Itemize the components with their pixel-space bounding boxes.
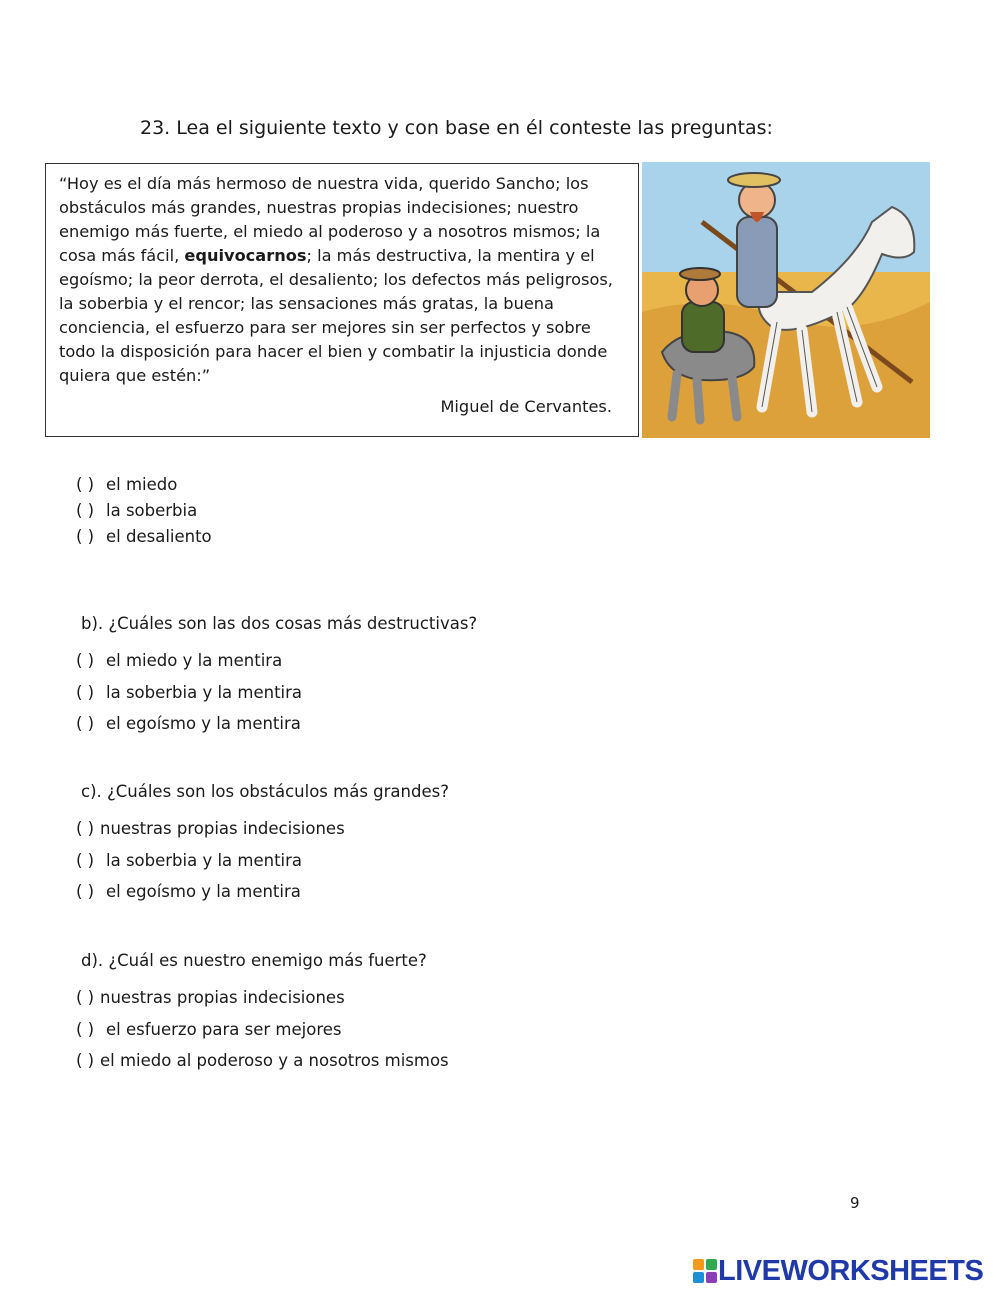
option-b2[interactable]	[76, 683, 302, 702]
liveworksheets-logo	[692, 1254, 984, 1287]
option-d2[interactable]	[76, 1020, 342, 1039]
answer-parenthesis[interactable]: ( )	[76, 988, 95, 1007]
quote-text	[59, 172, 629, 388]
option-label: la soberbia y la mentira	[106, 851, 303, 870]
answer-parenthesis[interactable]: ( )	[76, 819, 95, 838]
option-d3[interactable]	[76, 1051, 449, 1070]
option-label: el miedo	[106, 475, 178, 494]
quote-text-part-1: “Hoy es el día más hermoso de nuestra vida, querido Sancho; los obstáculos más grandes, nuestras propias indecisiones; nuestro enemigo más fuerte, el miedo al poderoso y a nosotros mismos; la cosa más fácil,	[59, 174, 601, 265]
answer-parenthesis[interactable]: ( )	[76, 683, 95, 702]
answer-parenthesis[interactable]: ( )	[76, 1051, 95, 1070]
answer-parenthesis[interactable]: ( )	[76, 527, 95, 546]
option-label: nuestras propias indecisiones	[100, 988, 345, 1007]
option-label: el egoísmo y la mentira	[106, 714, 301, 733]
squire-hat	[680, 268, 720, 280]
question-d-label: d). ¿Cuál es nuestro enemigo más fuerte?	[81, 951, 427, 970]
question-c-label: c). ¿Cuáles son los obstáculos más grandes?	[81, 782, 449, 801]
answer-parenthesis[interactable]: ( )	[76, 882, 95, 901]
option-label: el miedo y la mentira	[106, 651, 283, 670]
liveworksheets-brand-name: LIVEWORKSHEETS	[718, 1254, 984, 1287]
illustration-svg	[642, 162, 930, 438]
option-c2[interactable]	[76, 851, 302, 870]
answer-parenthesis[interactable]: ( )	[76, 651, 95, 670]
quote-text-part-2: ; la más destructiva, la mentira y el egoísmo; la peor derrota, el desaliento; los defectos más peligrosos, la soberbia y el rencor; las sensaciones más gratas, la buena conciencia, el esfuerzo para ser mejores sin ser perfectos y sobre todo la disposición para hacer el bien y combatir la injusticia donde quiera que estén:”	[59, 246, 613, 385]
answer-parenthesis[interactable]: ( )	[76, 714, 95, 733]
page-number: 9	[850, 1194, 860, 1212]
option-b3[interactable]	[76, 714, 301, 733]
option-b1[interactable]	[76, 651, 282, 670]
option-label: nuestras propias indecisiones	[100, 819, 345, 838]
question-b-label: b). ¿Cuáles son las dos cosas más destructivas?	[81, 614, 478, 633]
option-label: la soberbia	[106, 501, 198, 520]
option-a1[interactable]	[76, 475, 177, 494]
liveworksheets-logo-icon	[692, 1258, 718, 1284]
don-quixote-sancho-illustration	[642, 162, 930, 438]
option-label: la soberbia y la mentira	[106, 683, 303, 702]
knight-helmet	[728, 173, 780, 187]
option-c1[interactable]	[76, 819, 345, 838]
option-d1[interactable]	[76, 988, 345, 1007]
answer-parenthesis[interactable]: ( )	[76, 1020, 95, 1039]
instruction-heading: 23. Lea el siguiente texto y con base en él conteste las preguntas:	[140, 117, 773, 139]
knight-armor	[737, 217, 777, 307]
option-label: el egoísmo y la mentira	[106, 882, 301, 901]
option-c3[interactable]	[76, 882, 301, 901]
answer-parenthesis[interactable]: ( )	[76, 851, 95, 870]
option-a3[interactable]	[76, 527, 212, 546]
quote-box	[45, 163, 639, 437]
option-label: el desaliento	[106, 527, 212, 546]
option-label: el miedo al poderoso y a nosotros mismos	[100, 1051, 449, 1070]
answer-parenthesis[interactable]: ( )	[76, 501, 95, 520]
option-label: el esfuerzo para ser mejores	[106, 1020, 342, 1039]
answer-parenthesis[interactable]: ( )	[76, 475, 95, 494]
quote-bold-word: equivocarnos	[184, 246, 307, 265]
squire-body	[682, 302, 724, 352]
option-a2[interactable]	[76, 501, 197, 520]
quote-author: Miguel de Cervantes.	[440, 397, 612, 416]
